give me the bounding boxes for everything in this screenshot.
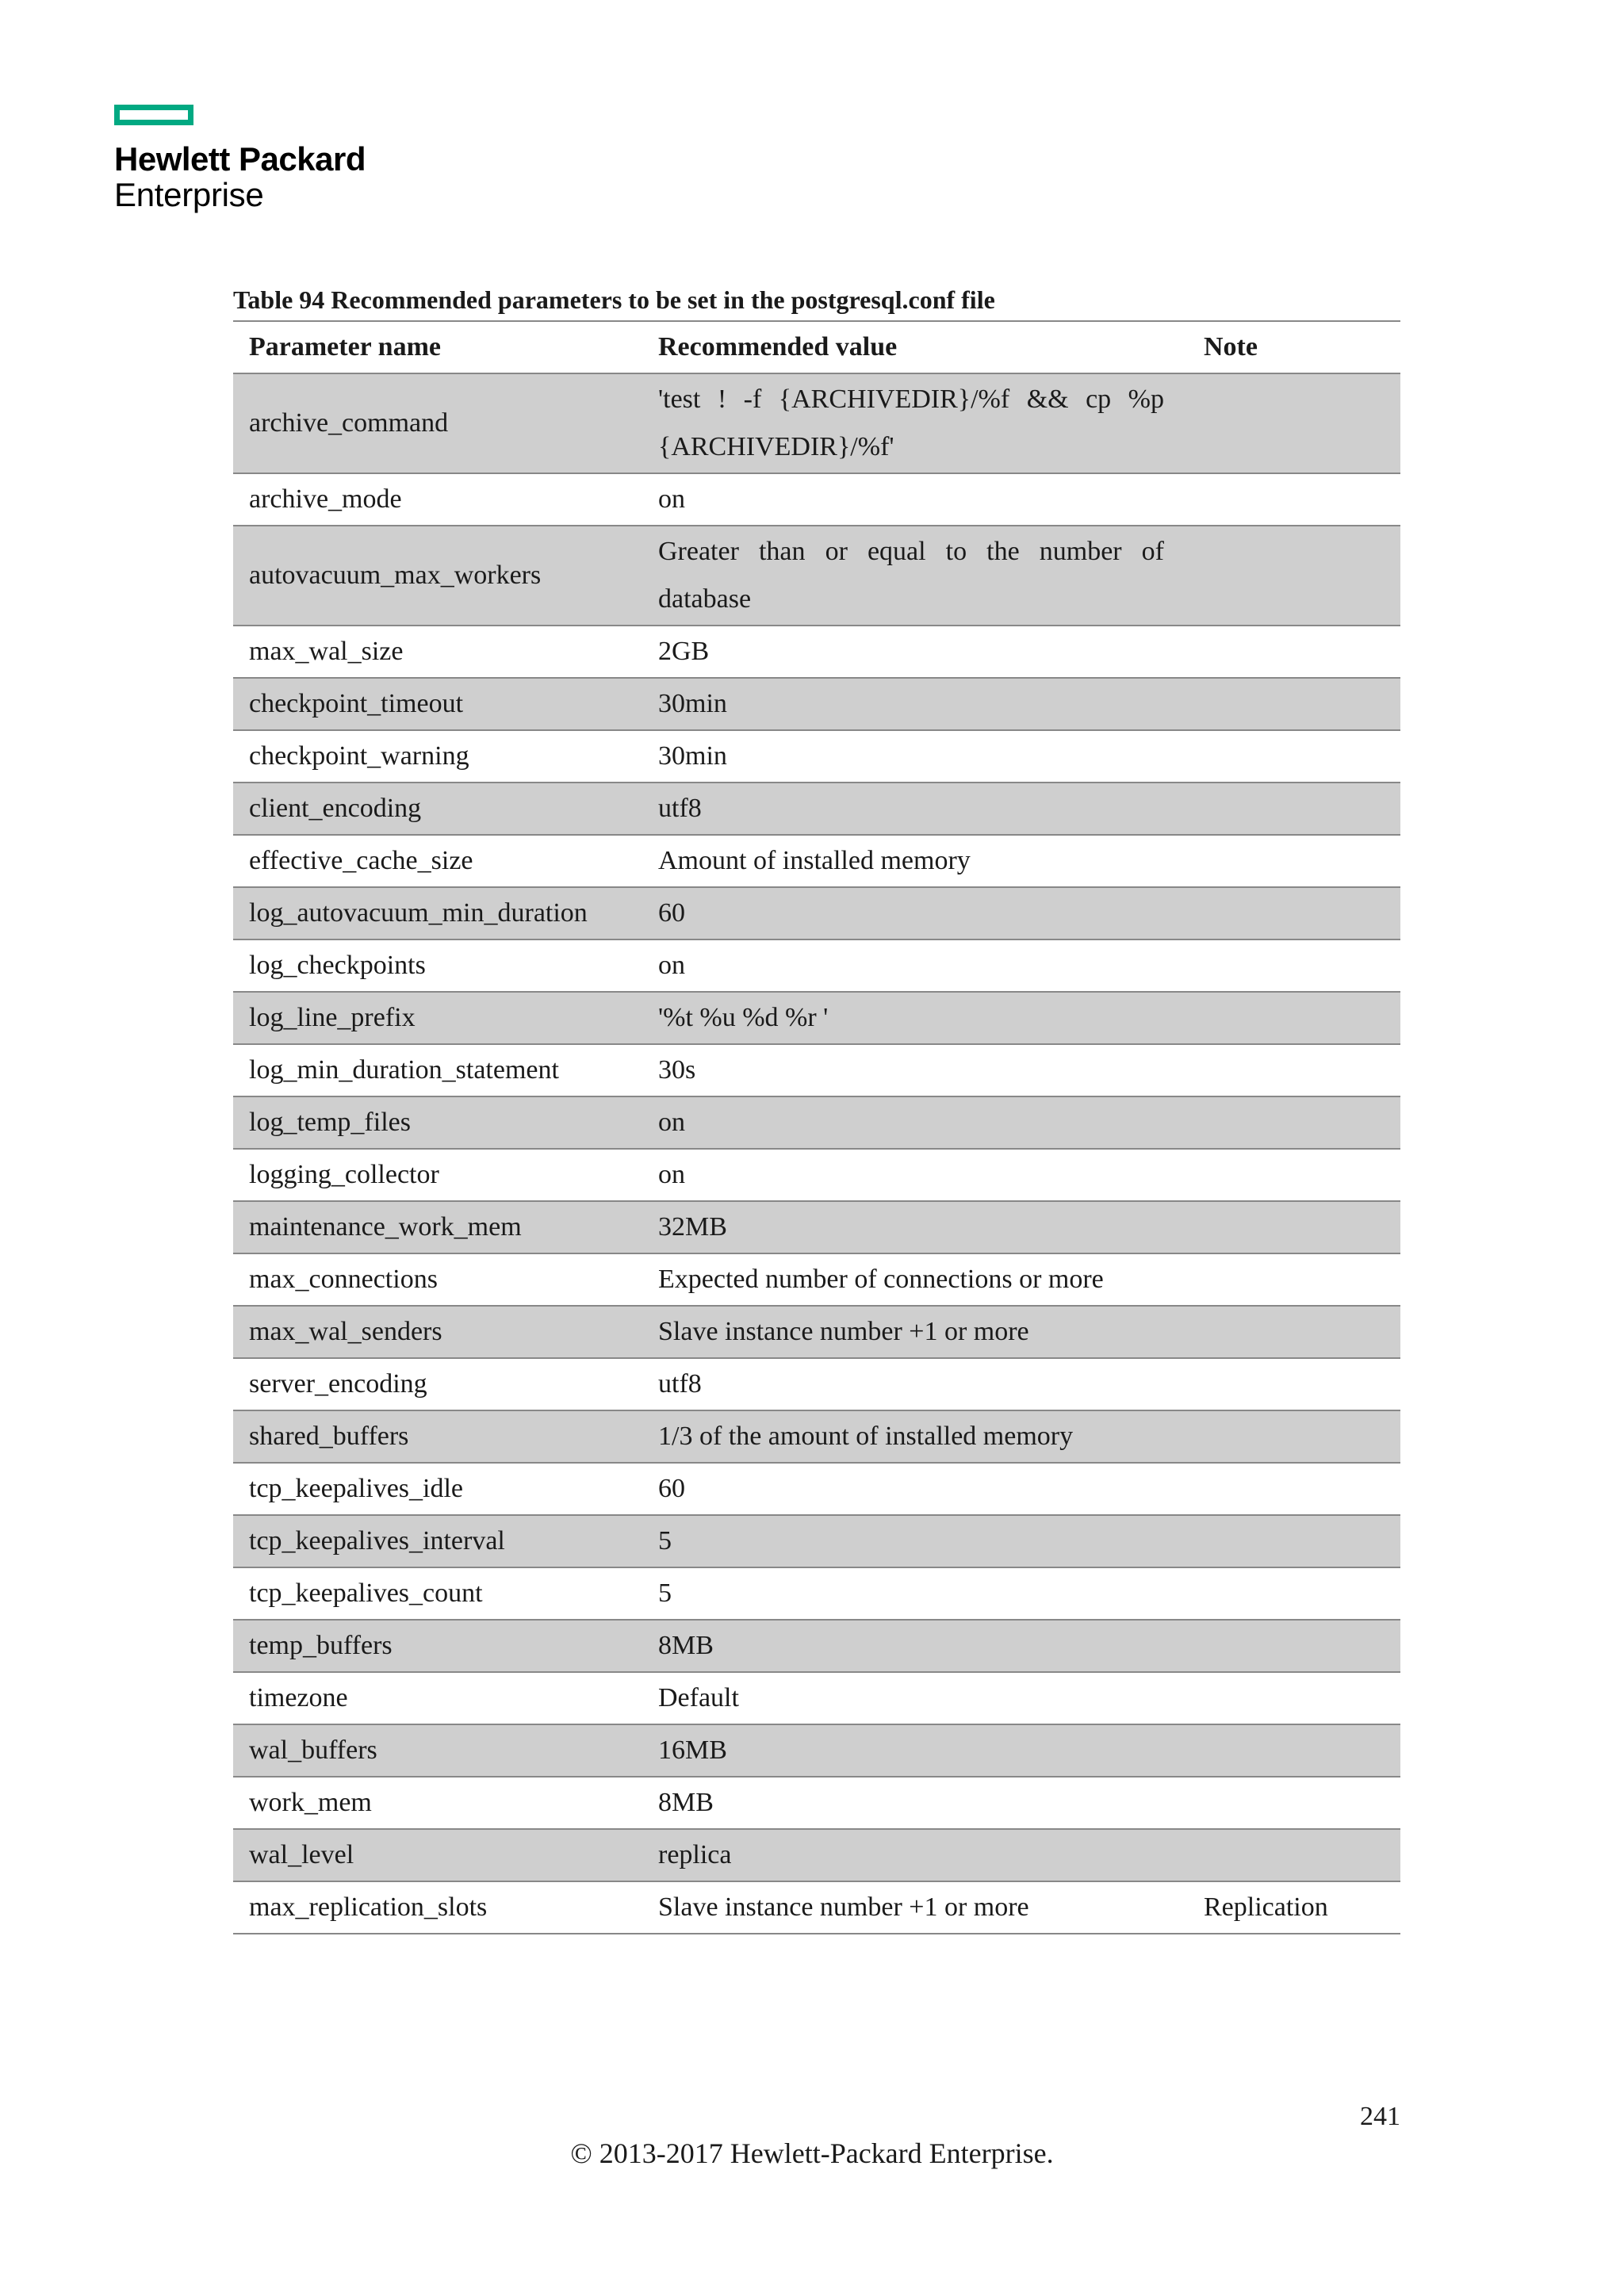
cell-parameter-name: autovacuum_max_workers [233,526,642,626]
table-row [233,1096,1400,1149]
cell-note [1188,473,1400,526]
table-row [233,1672,1400,1724]
table-row [233,730,1400,783]
cell-recommended-value: 2GB [642,626,1188,678]
cell-parameter-name: temp_buffers [233,1620,642,1672]
cell-recommended-value: 5 [642,1567,1188,1620]
cell-recommended-value: Greater than or equal to the number of database [642,526,1188,626]
copyright-notice: © 2013-2017 Hewlett-Packard Enterprise. [570,2137,1054,2169]
table-row [233,1358,1400,1410]
cell-parameter-name: archive_command [233,373,642,473]
cell-note [1188,992,1400,1044]
table-body [233,373,1400,1934]
table-row [233,1829,1400,1881]
cell-parameter-name: work_mem [233,1777,642,1829]
hpe-logo [114,105,384,212]
cell-parameter-name: wal_buffers [233,1724,642,1777]
cell-note [1188,1201,1400,1253]
cell-parameter-name: max_connections [233,1253,642,1306]
table-row [233,1620,1400,1672]
cell-parameter-name: checkpoint_warning [233,730,642,783]
table-row [233,626,1400,678]
cell-note [1188,1672,1400,1724]
hpe-logo-rectangle-icon [114,105,193,125]
table-row [233,1777,1400,1829]
cell-parameter-name: tcp_keepalives_interval [233,1515,642,1567]
table-row [233,992,1400,1044]
cell-parameter-name: timezone [233,1672,642,1724]
logo-text-line2: Enterprise [114,176,264,213]
cell-parameter-name: tcp_keepalives_count [233,1567,642,1620]
cell-recommended-value: 'test ! -f {ARCHIVEDIR}/%f && cp %p {ARCHIVEDIR}/%f' [642,373,1188,473]
cell-note: Replication [1188,1881,1400,1934]
table-row [233,1463,1400,1515]
table-row [233,835,1400,887]
cell-note [1188,1829,1400,1881]
table-header-row [233,321,1400,373]
table-caption: Table 94 Recommended parameters to be set in the postgresql.conf file [233,285,995,314]
cell-note [1188,1463,1400,1515]
cell-parameter-name: client_encoding [233,783,642,835]
cell-recommended-value: 16MB [642,1724,1188,1777]
cell-recommended-value: on [642,1149,1188,1201]
cell-recommended-value: 8MB [642,1620,1188,1672]
logo-text-line1: Hewlett Packard [114,140,366,178]
table-row [233,1201,1400,1253]
table-row [233,1567,1400,1620]
cell-note [1188,1515,1400,1567]
header-note: Note [1188,321,1400,373]
cell-note [1188,783,1400,835]
cell-recommended-value: Default [642,1672,1188,1724]
cell-note [1188,373,1400,473]
cell-note [1188,835,1400,887]
cell-note [1188,1567,1400,1620]
table-row [233,373,1400,473]
cell-parameter-name: archive_mode [233,473,642,526]
cell-recommended-value: Amount of installed memory [642,835,1188,887]
cell-recommended-value: 30s [642,1044,1188,1096]
table-row [233,473,1400,526]
cell-recommended-value: utf8 [642,1358,1188,1410]
cell-parameter-name: log_min_duration_statement [233,1044,642,1096]
table-row [233,1306,1400,1358]
table-row [233,1881,1400,1934]
cell-note [1188,1410,1400,1463]
cell-note [1188,1044,1400,1096]
table-row [233,678,1400,730]
cell-recommended-value: 1/3 of the amount of installed memory [642,1410,1188,1463]
cell-recommended-value: on [642,939,1188,992]
cell-note [1188,1777,1400,1829]
cell-recommended-value: Expected number of connections or more [642,1253,1188,1306]
cell-recommended-value: 5 [642,1515,1188,1567]
cell-recommended-value: Slave instance number +1 or more [642,1881,1188,1934]
cell-parameter-name: max_wal_size [233,626,642,678]
cell-parameter-name: log_autovacuum_min_duration [233,887,642,939]
table-row [233,887,1400,939]
table-row [233,939,1400,992]
cell-note [1188,1253,1400,1306]
cell-note [1188,626,1400,678]
cell-note [1188,678,1400,730]
table-row [233,1149,1400,1201]
cell-recommended-value: 8MB [642,1777,1188,1829]
cell-recommended-value: Slave instance number +1 or more [642,1306,1188,1358]
cell-recommended-value: 32MB [642,1201,1188,1253]
cell-parameter-name: server_encoding [233,1358,642,1410]
cell-parameter-name: max_wal_senders [233,1306,642,1358]
cell-recommended-value: on [642,1096,1188,1149]
cell-note [1188,730,1400,783]
cell-parameter-name: effective_cache_size [233,835,642,887]
parameters-table [233,320,1400,1934]
cell-recommended-value: replica [642,1829,1188,1881]
table-row [233,1410,1400,1463]
cell-recommended-value: on [642,473,1188,526]
cell-recommended-value: '%t %u %d %r ' [642,992,1188,1044]
table-row [233,526,1400,626]
cell-note [1188,1358,1400,1410]
cell-parameter-name: log_checkpoints [233,939,642,992]
table-row [233,783,1400,835]
cell-parameter-name: shared_buffers [233,1410,642,1463]
table-row [233,1044,1400,1096]
cell-recommended-value: 30min [642,730,1188,783]
cell-note [1188,1306,1400,1358]
cell-note [1188,1620,1400,1672]
cell-parameter-name: maintenance_work_mem [233,1201,642,1253]
cell-parameter-name: log_line_prefix [233,992,642,1044]
cell-parameter-name: log_temp_files [233,1096,642,1149]
cell-recommended-value: 60 [642,1463,1188,1515]
table-row [233,1253,1400,1306]
cell-parameter-name: wal_level [233,1829,642,1881]
cell-parameter-name: tcp_keepalives_idle [233,1463,642,1515]
cell-note [1188,1724,1400,1777]
header-recommended-value: Recommended value [642,321,1188,373]
cell-recommended-value: 60 [642,887,1188,939]
table-row [233,1724,1400,1777]
parameters-table-section [233,279,1400,1934]
cell-note [1188,526,1400,626]
table-row [233,1515,1400,1567]
cell-recommended-value: 30min [642,678,1188,730]
cell-note [1188,1096,1400,1149]
cell-parameter-name: checkpoint_timeout [233,678,642,730]
cell-note [1188,1149,1400,1201]
cell-note [1188,887,1400,939]
cell-note [1188,939,1400,992]
page-number: 241 [1360,2102,1400,2131]
cell-parameter-name: max_replication_slots [233,1881,642,1934]
header-parameter-name: Parameter name [233,321,642,373]
cell-parameter-name: logging_collector [233,1149,642,1201]
cell-recommended-value: utf8 [642,783,1188,835]
